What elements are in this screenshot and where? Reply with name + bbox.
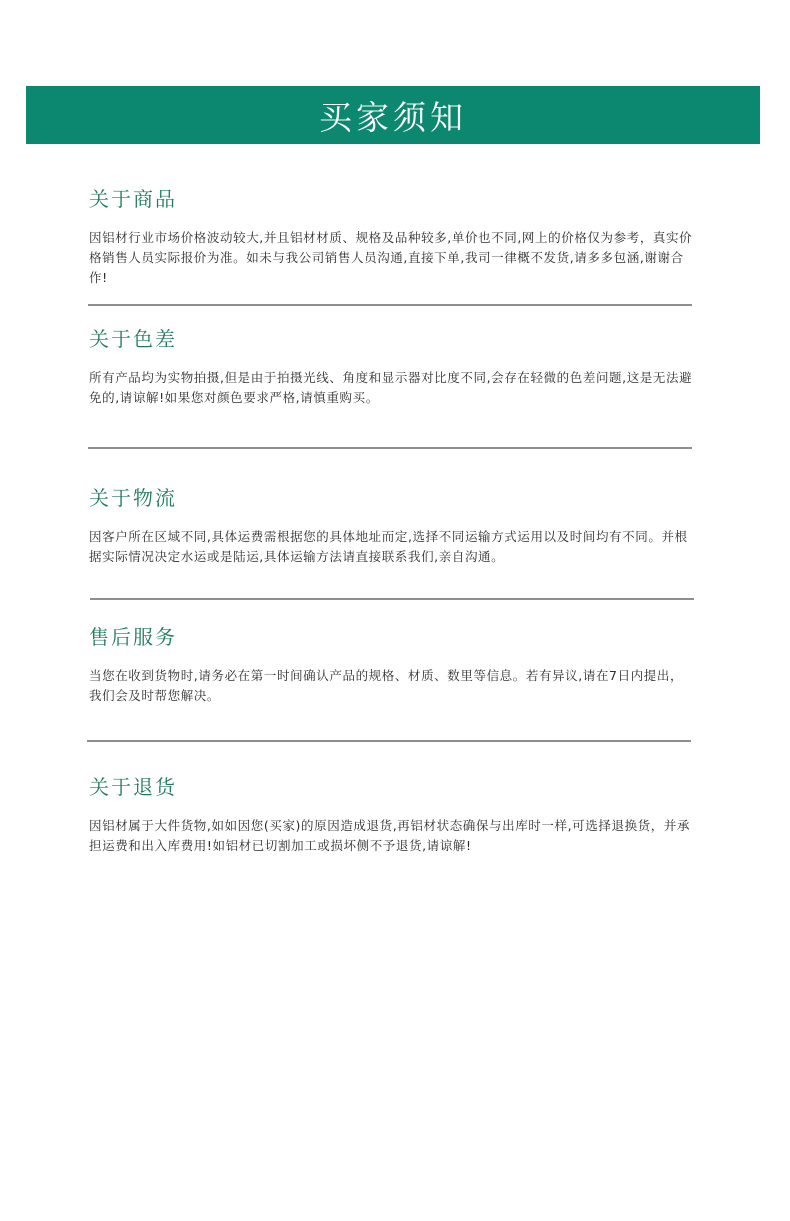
section-after-sales — [89, 624, 695, 706]
divider — [88, 304, 692, 306]
section-text: 因铝材属于大件货物,如如因您(买家)的原因造成退货,再铝材状态确保与出库时一样,可选择退换货，并承担运费和出入库费用!如铝材已切割加工或损坏侧不予退货,请谅解! — [89, 818, 691, 853]
banner-title: 买家须知 — [319, 97, 467, 137]
section-about-logistics — [89, 485, 695, 567]
section-text: 当您在收到货物时,请务必在第一时间确认产品的规格、材质、数里等信息。若有异议,请在7日内提出，我们会及时帮您解决。 — [89, 668, 684, 703]
section-text: 所有产品均为实物拍摄,但是由于拍摄光线、角度和显示器对比度不同,会存在轻微的色差问题,这是无法避免的,请谅解!如果您对颜色要求严格,请慎重购买。 — [89, 370, 693, 405]
section-text: 因客户所在区域不同,具体运费需根据您的具体地址而定,选择不同运输方式运用以及时间均有不同。并根据实际情况决定水运或是陆运,具体运输方法请直接联系我们,亲自沟通。 — [89, 529, 688, 564]
section-about-color — [89, 326, 695, 408]
section-about-products — [89, 186, 695, 288]
divider — [88, 447, 692, 449]
section-title: 关于色差 — [89, 327, 177, 351]
title-banner — [26, 86, 760, 144]
section-about-returns — [89, 774, 695, 856]
divider — [87, 740, 691, 742]
section-title: 售后服务 — [89, 625, 177, 649]
section-text: 因铝材行业市场价格波动较大,并且铝材材质、规格及品种较多,单价也不同,网上的价格仅为参考，真实价格销售人员实际报价为准。如未与我公司销售人员沟通,直接下单,我司一律概不发货,请多多包涵,谢谢合作! — [89, 230, 693, 285]
section-title: 关于商品 — [89, 187, 177, 211]
divider — [90, 598, 694, 600]
section-title: 关于物流 — [89, 486, 177, 510]
section-title: 关于退货 — [89, 775, 177, 799]
